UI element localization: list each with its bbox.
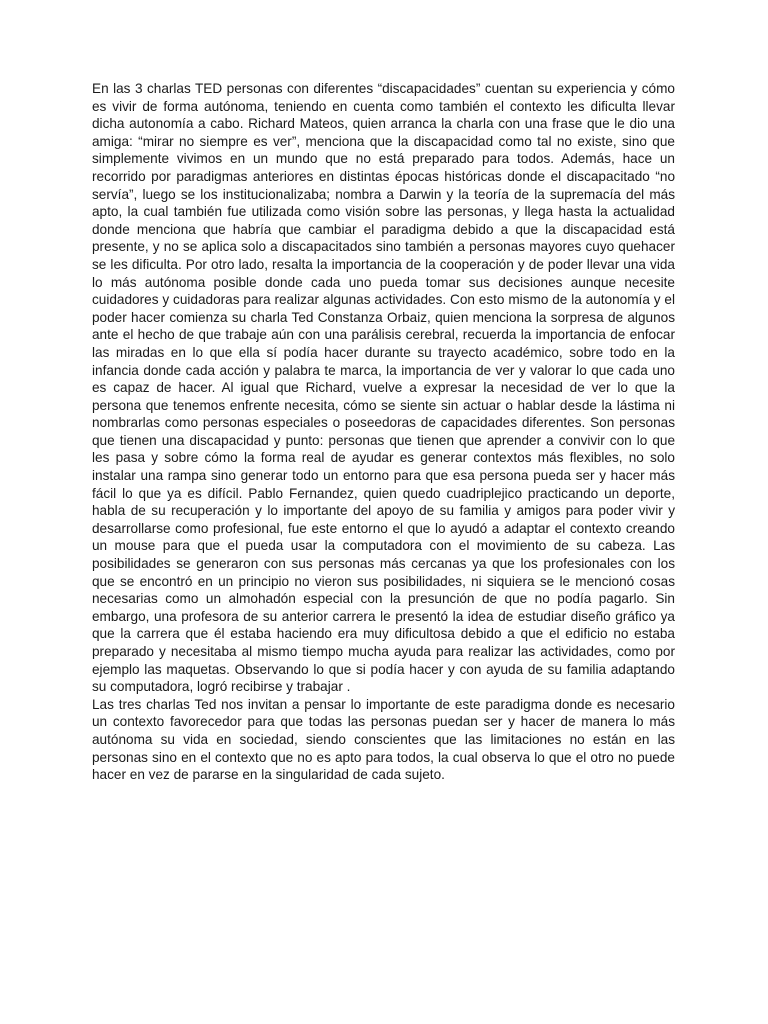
document-body bbox=[92, 80, 675, 784]
paragraph-conclusion: Las tres charlas Ted nos invitan a pensar lo importante de este paradigma donde es necesario un contexto favorecedor para que todas las personas puedan ser y hacer de manera lo más autónoma su vida en sociedad, siendo conscientes que las limitaciones no están en las personas sino en el contexto que no es apto para todos, la cual observa lo que el otro no puede hacer en vez de pararse en la singularidad de cada sujeto. bbox=[92, 696, 675, 783]
paragraph-charlas-ted-summary: En las 3 charlas TED personas con diferentes “discapacidades” cuentan su experiencia y cómo es vivir de forma autónoma, teniendo en cuenta como también el contexto les dificulta llevar dicha autonomía a cabo. Richard Mateos, quien arranca la charla con una frase que le dio una amiga: “mirar no siempre es ver”, menciona que la discapacidad como tal no existe, sino que simplemente vivimos en un mundo que no está preparado para todos. Además, hace un recorrido por paradigmas anteriores en distintas épocas históricas donde el discapacitado “no servía”, luego se los institucionalizaba; nombra a Darwin y la teoría de la supremacía del más apto, la cual también fue utilizada como visión sobre las personas, y llega hasta la actualidad donde menciona que habría que cambiar el paradigma debido a que la discapacidad está presente, y no se aplica solo a discapacitados sino también a personas mayores cuyo quehacer se les dificulta. Por otro lado, resalta la importancia de la cooperación y de poder llevar una vida lo más autónoma posible donde cada uno pueda tomar sus decisiones aunque necesite cuidadores y cuidadoras para realizar algunas actividades. Con esto mismo de la autonomía y el poder hacer comienza su charla Ted Constanza Orbaiz, quien menciona la sorpresa de algunos ante el hecho de que trabaje aún con una parálisis cerebral, recuerda la importancia de enfocar las miradas en lo que ella sí podía hacer durante su trayecto académico, sobre todo en la infancia donde cada acción y palabra te marca, la importancia de ver y valorar lo que cada uno es capaz de hacer. Al igual que Richard, vuelve a expresar la necesidad de ver lo que la persona que tenemos enfrente necesita, cómo se siente sin actuar o hablar desde la lástima ni nombrarlas como personas especiales o poseedoras de capacidades diferentes. Son personas que tienen una discapacidad y punto: personas que tienen que aprender a convivir con lo que les pasa y sobre cómo la forma real de ayudar es generar contextos más flexibles, no solo instalar una rampa sino generar todo un entorno para que esa persona pueda ser y hacer más fácil lo que ya es difícil. Pablo Fernandez, quien quedo cuadriplejico practicando un deporte, habla de su recuperación y lo importante del apoyo de su familia y amigos para poder vivir y desarrollarse como profesional, fue este entorno el que lo ayudó a adaptar el contexto creando un mouse para que el pueda usar la computadora con el movimiento de su cabeza. Las posibilidades se generaron con sus personas más cercanas ya que los profesionales con los que se encontró en un principio no vieron sus posibilidades, ni siquiera se le mencionó cosas necesarias como un almohadón especial con la presunción de que no podía pagarlo. Sin embargo, una profesora de su anterior carrera le presentó la idea de estudiar diseño gráfico ya que la carrera que él estaba haciendo era muy dificultosa debido a que el edificio no estaba preparado y necesitaba al mismo tiempo mucha ayuda para realizar las actividades, como por ejemplo las maquetas. Observando lo que si podía hacer y con ayuda de su familia adaptando su computadora, logró recibirse y trabajar . bbox=[92, 81, 675, 695]
